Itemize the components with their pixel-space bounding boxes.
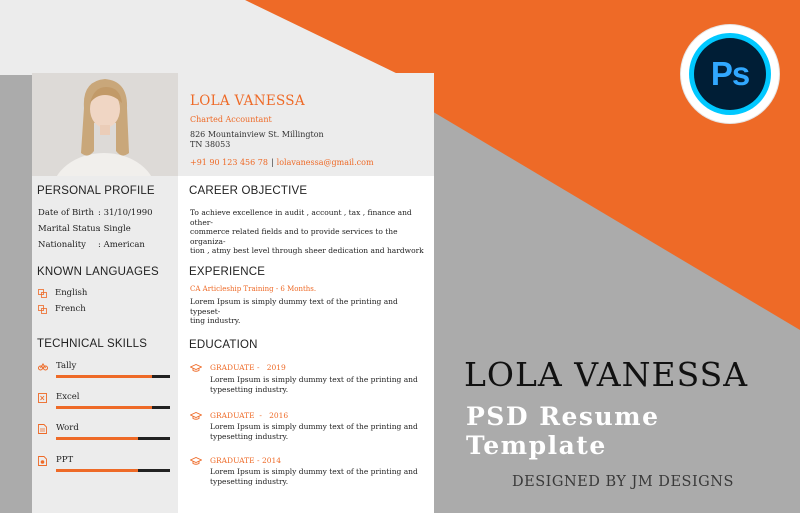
profile-label-marital: Marital Status <box>38 224 101 234</box>
resume-contact <box>190 158 374 167</box>
contact-separator: | <box>270 158 274 167</box>
career-heading: CAREER OBJECTIVE <box>189 185 308 197</box>
resume-role: Charted Accountant <box>190 115 272 124</box>
profile-value-dob: : 31/10/1990 <box>98 208 153 218</box>
experience-heading: EXPERIENCE <box>189 266 266 278</box>
excel-icon <box>38 393 47 402</box>
language-icon <box>38 305 47 314</box>
graduation-cap-icon <box>190 412 202 420</box>
career-line: commerce related fields and to provide services to the organiza- <box>190 227 398 246</box>
career-line: tion , atmy best level through sheer dedication and hardwork <box>190 246 424 255</box>
experience-line: Lorem Ipsum is simply dummy text of the printing and typeset- <box>190 297 398 316</box>
education-line: Lorem Ipsum is simply dummy text of the printing and <box>210 375 418 384</box>
education-2-head: GRADUATE - 2016 <box>210 411 289 420</box>
experience-text <box>190 297 430 326</box>
profile-label-nationality: Nationality <box>38 240 86 250</box>
resume-name: LOLA VANESSA <box>190 93 305 109</box>
education-line: typesetting industry. <box>210 476 289 486</box>
education-line: typesetting industry. <box>210 384 289 394</box>
promo-subtitle: PSD Resume Template <box>466 402 660 460</box>
address-line-1: 826 Mountainview St. Millington <box>190 130 324 139</box>
skill-bar-fill <box>56 375 152 378</box>
education-1-text <box>210 375 430 394</box>
education-line: Lorem Ipsum is simply dummy text of the printing and <box>210 467 418 476</box>
designed-by: DESIGNED BY JM DESIGNS <box>512 474 734 490</box>
language-english: English <box>55 288 88 298</box>
photoshop-logo-icon: Ps <box>694 38 766 110</box>
graduation-cap-icon <box>190 457 202 465</box>
profile-value-marital: : Single <box>98 224 131 234</box>
language-icon <box>38 289 47 298</box>
promo-name: LOLA VANESSA <box>464 355 749 394</box>
languages-heading: KNOWN LANGUAGES <box>37 266 159 278</box>
career-text <box>190 208 430 256</box>
skill-bar-ppt <box>56 469 170 472</box>
education-1-head: GRADUATE - 2019 <box>210 363 286 372</box>
skill-excel: Excel <box>56 392 80 402</box>
experience-title: CA Articleship Training - 6 Months. <box>190 285 317 293</box>
personal-profile-heading: PERSONAL PROFILE <box>37 185 155 197</box>
profile-photo <box>32 73 178 176</box>
career-line: To achieve excellence in audit , account , tax , finance and other- <box>190 208 412 227</box>
education-line: Lorem Ipsum is simply dummy text of the printing and <box>210 422 418 431</box>
education-3-head: GRADUATE - 2014 <box>210 456 282 465</box>
education-heading: EDUCATION <box>189 339 258 351</box>
graduation-cap-icon <box>190 364 202 372</box>
skill-bar-tally <box>56 375 170 378</box>
resume-preview <box>32 73 434 513</box>
skill-tally: Tally <box>56 361 77 371</box>
address-line-2: TN 38053 <box>190 140 231 149</box>
experience-line: ting industry. <box>190 316 241 325</box>
language-french: French <box>55 304 86 314</box>
skills-heading: TECHNICAL SKILLS <box>37 338 148 350</box>
skill-bar-fill <box>56 469 138 472</box>
word-icon <box>38 424 47 433</box>
photoshop-badge <box>681 25 779 123</box>
skill-bar-fill <box>56 406 152 409</box>
photoshop-badge-ring <box>689 33 771 115</box>
skill-bar-word <box>56 437 170 440</box>
education-3-text <box>210 467 430 486</box>
phone-number: +91 90 123 456 78 <box>190 158 268 167</box>
profile-value-nationality: : American <box>98 240 145 250</box>
ppt-icon <box>38 456 47 465</box>
skill-word: Word <box>56 423 79 433</box>
resume-address <box>190 130 350 150</box>
skill-ppt: PPT <box>56 455 74 465</box>
tally-icon <box>38 362 47 371</box>
email-address: lolavanessa@gmail.com <box>276 158 374 167</box>
skill-bar-excel <box>56 406 170 409</box>
profile-label-dob: Date of Birth <box>38 208 94 218</box>
education-2-text <box>210 422 430 441</box>
education-line: typesetting industry. <box>210 431 289 441</box>
skill-bar-fill <box>56 437 138 440</box>
